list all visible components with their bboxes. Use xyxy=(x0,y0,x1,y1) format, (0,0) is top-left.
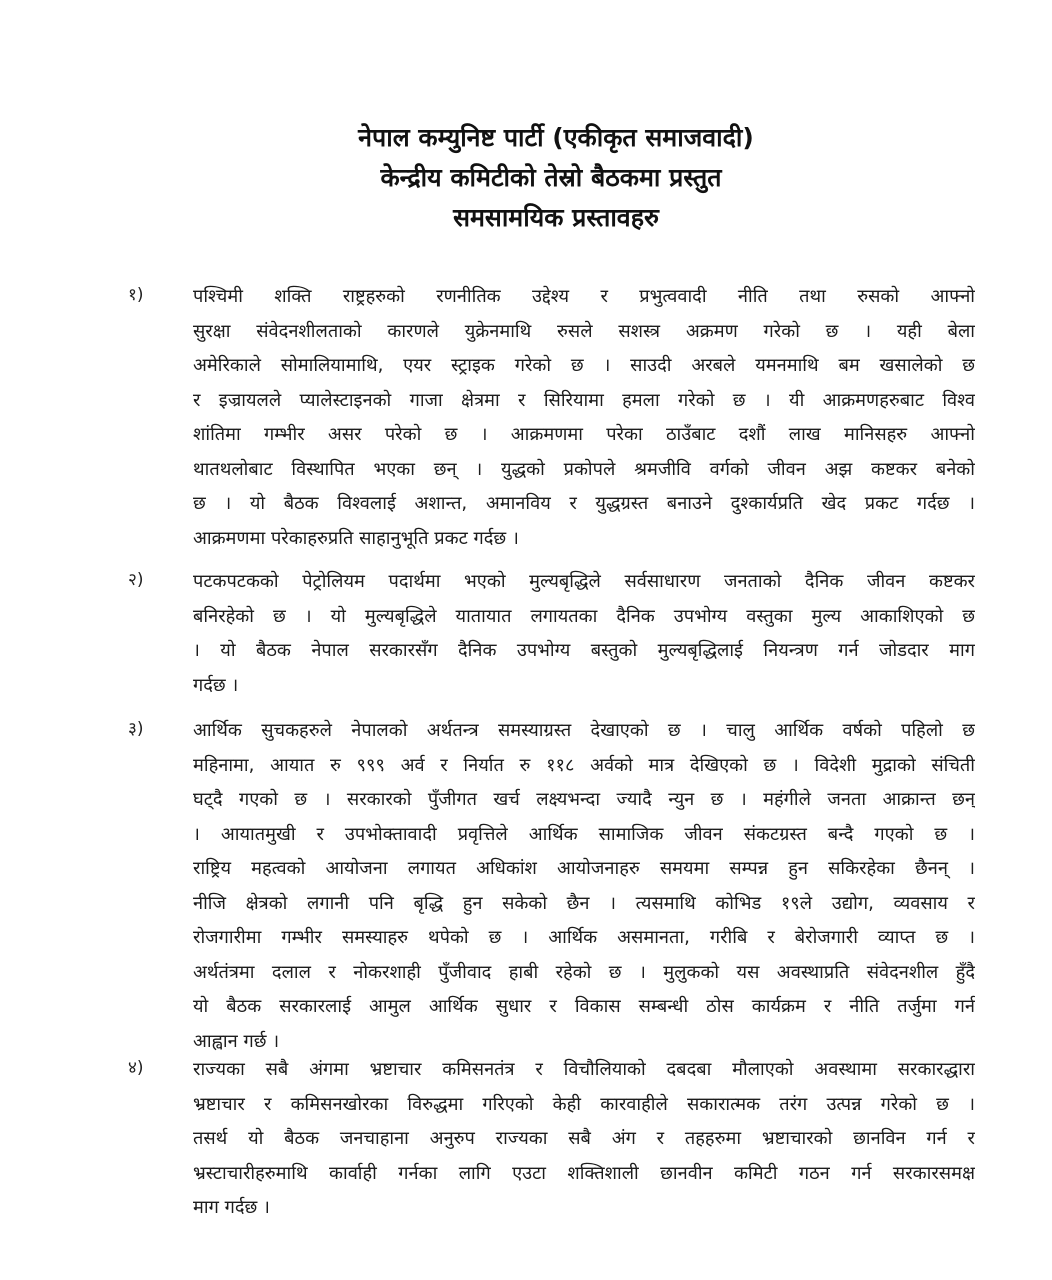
text-line: अमेरिकाले सोमालियामाथि, एयर स्ट्राइक गरेको छ । साउदी अरबले यमनमाथि बम खसालेको छ xyxy=(193,355,975,376)
text-line: गर्दछ । xyxy=(193,674,239,696)
document-title xyxy=(0,118,1052,238)
text-line: सुरक्षा संवेदनशीलताको कारणले युक्रेनमाथि रुसले सशस्त्र अक्रमण गरेको छ । यही बेला xyxy=(193,320,975,342)
resolution-number: ३) xyxy=(128,719,144,739)
text-line: आर्थिक सुचकहरुले नेपालको अर्थतन्त्र समस्याग्रस्त देखाएको छ । चालु आर्थिक वर्षको पहिलो छ xyxy=(193,720,975,741)
text-line: नीजि क्षेत्रको लगानी पनि बृद्धि हुन सकेको छैन । त्यसमाथि कोभिड १९ले उद्योग, व्यवसाय र xyxy=(193,892,975,914)
resolution-text xyxy=(193,1053,975,1226)
text-line: आह्वान गर्छ । xyxy=(193,1030,280,1052)
resolution-number: २) xyxy=(128,570,144,590)
title-proposals: समसामयिक प्रस्तावहरु xyxy=(453,203,659,232)
title-party-name: नेपाल कम्युनिष्ट पार्टी (एकीकृत समाजवादी) xyxy=(358,123,754,152)
text-line: यो बैठक सरकारलाई आमुल आर्थिक सुधार र विकास सम्बन्धी ठोस कार्यक्रम र नीति तर्जुमा गर्न xyxy=(193,996,975,1017)
text-line: महिनामा, आयात रु ९९९ अर्व र निर्यात रु ११८ अर्वको मात्र देखिएको छ । विदेशी मुद्राको संचिती xyxy=(193,754,975,776)
text-line: तसर्थ यो बैठक जनचाहाना अनुरुप राज्यका सबै अंग र तहहरुमा भ्रष्टाचारको छानविन गर्न र xyxy=(193,1128,975,1149)
text-line: पश्चिमी शक्ति राष्ट्रहरुको रणनीतिक उद्देश्य र प्रभुत्ववादी नीति तथा रुसको आफ्नो xyxy=(193,286,975,307)
text-line: राज्यका सबै अंगमा भ्रष्टाचार कमिसनतंत्र र विचौलियाको दबदबा मौलाएको अवस्थामा सरकारद्धारा xyxy=(193,1059,975,1080)
text-line: शांतिमा गम्भीर असर परेको छ । आक्रमणमा परेका ठाउँबाट दशौं लाख मानिसहरु आफ्नो xyxy=(193,424,975,445)
text-line: रोजगारीमा गम्भीर समस्याहरु थपेको छ । आर्थिक असमानता, गरीबि र बेरोजगारी व्याप्त छ । xyxy=(193,927,975,948)
text-line: आक्रमणमा परेकाहरुप्रति साहानुभूति प्रकट गर्दछ । xyxy=(193,527,519,549)
resolution-text xyxy=(193,565,975,703)
text-line: छ । यो बैठक विश्वलाई अशान्त, अमानविय र युद्धग्रस्त बनाउने दुश्कार्यप्रति खेद प्रकट गर्दछ । xyxy=(193,493,975,514)
resolution-text xyxy=(193,714,975,1059)
text-line: । आयातमुखी र उपभोक्तावादी प्रवृत्तिले आर्थिक सामाजिक जीवन संकटग्रस्त बन्दै गएको छ । xyxy=(193,823,975,845)
text-line: भ्रष्टाचार र कमिसनखोरका विरुद्धमा गरिएको केही कारवाहीले सकारात्मक तरंग उत्पन्न गरेको छ । xyxy=(193,1093,975,1115)
title-committee-meeting: केन्द्रीय कमिटीको तेस्रो बैठकमा प्रस्तुत xyxy=(380,163,722,192)
text-line: बनिरहेको छ । यो मुल्यबृद्धिले यातायात लगायतका दैनिक उपभोग्य वस्तुका मुल्य आकाशिएको छ xyxy=(193,605,975,627)
text-line: । यो बैठक नेपाल सरकारसँग दैनिक उपभोग्य बस्तुको मुल्यबृद्धिलाई नियन्त्रण गर्न जोडदार माग xyxy=(193,640,975,661)
text-line: भ्रस्टाचारीहरुमाथि कार्वाही गर्नका लागि एउटा शक्तिशाली छानवीन कमिटी गठन गर्न सरकारसमक्ष xyxy=(193,1162,975,1184)
resolution-number: ४) xyxy=(128,1058,144,1078)
text-line: थातथलोबाट विस्थापित भएका छन् । युद्धको प्रकोपले श्रमजीवि वर्गको जीवन अझ कष्टकर बनेको xyxy=(193,458,975,480)
text-line: र इज्रायलले प्यालेस्टाइनको गाजा क्षेत्रमा र सिरियामा हमला गरेको छ । यी आक्रमणहरुबाट विश्व xyxy=(193,389,975,411)
resolution-text xyxy=(193,280,975,556)
resolution-number: १) xyxy=(128,285,144,305)
text-line: राष्ट्रिय महत्वको आयोजना लगायत अधिकांश आयोजनाहरु समयमा सम्पन्न हुन सकिरहेका छैनन् । xyxy=(193,858,975,879)
text-line: घट्दै गएको छ । सरकारको पुँजीगत खर्च लक्ष्यभन्दा ज्यादै न्युन छ । महंगीले जनता आक्रान्त छन् xyxy=(193,789,975,810)
text-line: अर्थतंत्रमा दलाल र नोकरशाही पुँजीवाद हाबी रहेको छ । मुलुकको यस अवस्थाप्रति संवेदनशील हुँदै xyxy=(193,961,975,983)
text-line: माग गर्दछ । xyxy=(193,1197,270,1218)
text-line: पटकपटकको पेट्रोलियम पदार्थमा भएको मुल्यबृद्धिले सर्वसाधारण जनताको दैनिक जीवन कष्टकर xyxy=(193,571,975,592)
